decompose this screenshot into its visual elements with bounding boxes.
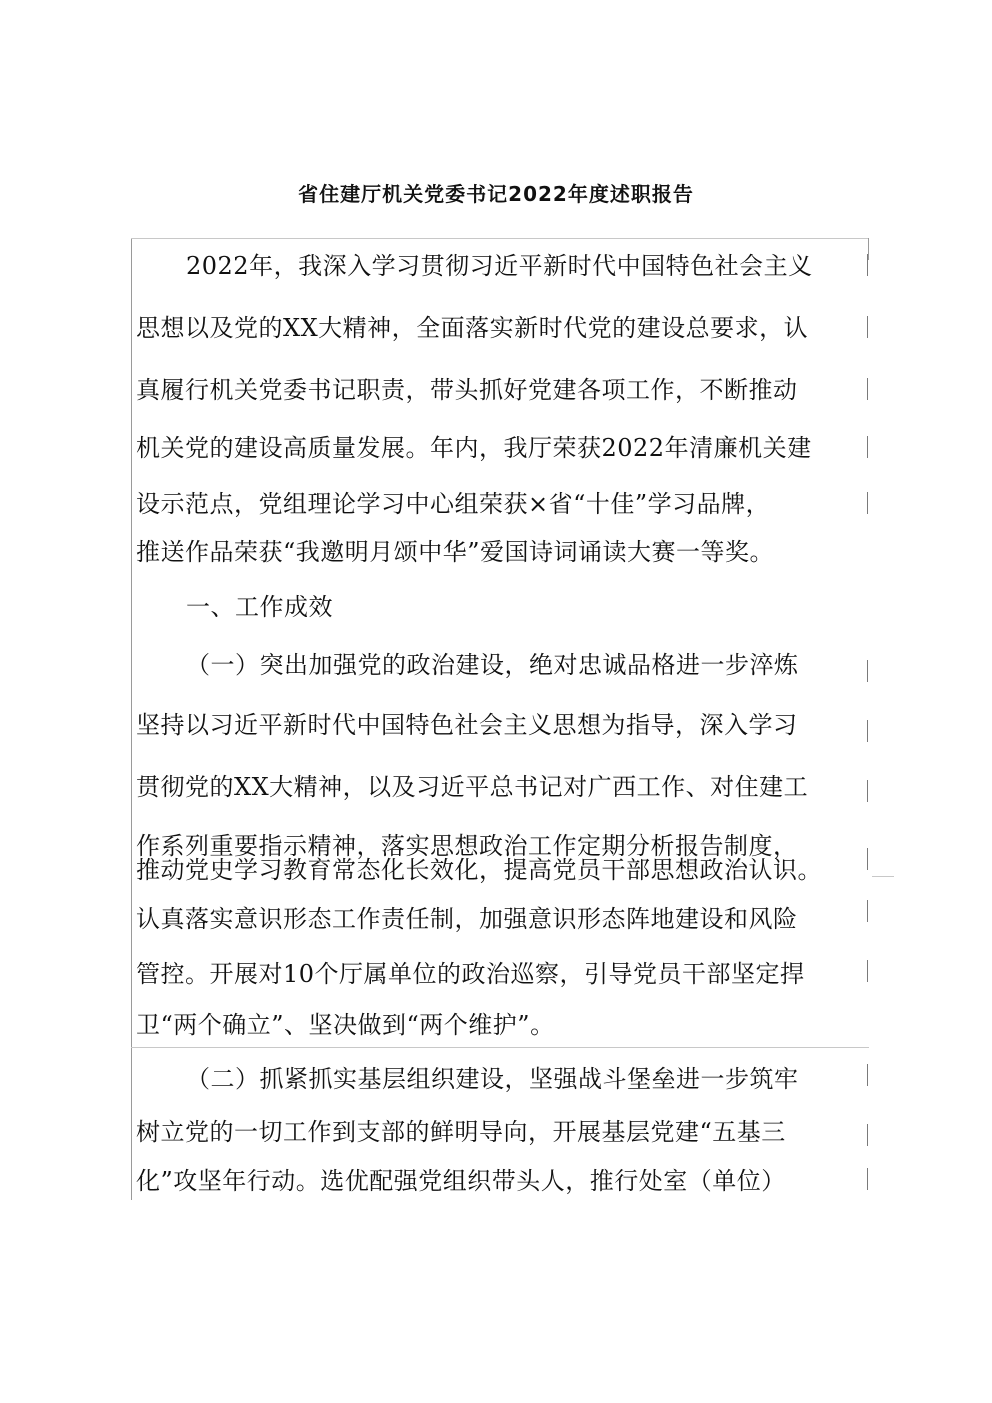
body-line: 化”攻坚年行动。选优配强党组织带头人，推行处室（单位） bbox=[136, 1167, 786, 1195]
line-end-guide bbox=[872, 876, 894, 877]
line-end-mark bbox=[867, 780, 868, 802]
body-line: 坚持以习近平新时代中国特色社会主义思想为指导，深入学习 bbox=[136, 711, 798, 739]
subsection-heading: （一）突出加强党的政治建设，绝对忠诚品格进一步淬炼 bbox=[186, 651, 799, 679]
body-line: 真履行机关党委书记职责，带头抓好党建各项工作，不断推动 bbox=[136, 376, 798, 404]
line-end-mark bbox=[867, 1124, 868, 1146]
body-line: 作系列重要指示精神，落实思想政治工作定期分析报告制度， bbox=[136, 832, 798, 860]
subsection-heading: （二）抓紧抓实基层组织建设，坚强战斗堡垒进一步筑牢 bbox=[186, 1065, 799, 1093]
body-line: 2022年，我深入学习贯彻习近平新时代中国特色社会主义 bbox=[186, 252, 813, 280]
section-guide bbox=[131, 1047, 869, 1048]
body-line: 树立党的一切工作到支部的鲜明导向，开展基层党建“五基三 bbox=[136, 1118, 786, 1146]
body-line: 认真落实意识形态工作责任制，加强意识形态阵地建设和风险 bbox=[136, 905, 798, 933]
line-end-mark bbox=[867, 848, 868, 870]
body-line: 管控。开展对10个厅属单位的政治巡察，引导党员干部坚定捍 bbox=[136, 960, 805, 988]
body-line: 设示范点，党组理论学习中心组荣获×省“十佳”学习品牌， bbox=[136, 490, 771, 518]
left-margin-guide bbox=[131, 238, 132, 1200]
line-end-mark bbox=[867, 492, 868, 514]
line-end-mark bbox=[867, 436, 868, 458]
body-line: 思想以及党的XX大精神，全面落实新时代党的建设总要求，认 bbox=[136, 314, 809, 342]
body-line: 卫“两个确立”、坚决做到“两个维护”。 bbox=[136, 1011, 555, 1039]
line-end-mark bbox=[867, 378, 868, 400]
line-end-mark bbox=[867, 720, 868, 742]
line-end-mark bbox=[867, 660, 868, 682]
right-margin-guide bbox=[868, 238, 869, 260]
body-line: 机关党的建设高质量发展。年内，我厅荣获2022年清廉机关建 bbox=[136, 434, 812, 462]
top-margin-guide bbox=[131, 238, 869, 239]
line-end-mark bbox=[867, 960, 868, 982]
line-end-mark bbox=[867, 1168, 868, 1190]
line-end-mark bbox=[867, 254, 868, 276]
body-line: 推动党史学习教育常态化长效化，提高党员干部思想政治认识。 bbox=[136, 856, 822, 884]
body-line: 贯彻党的XX大精神，以及习近平总书记对广西工作、对住建工 bbox=[136, 773, 809, 801]
line-end-mark bbox=[867, 316, 868, 338]
line-end-mark bbox=[867, 900, 868, 922]
section-heading: 一、工作成效 bbox=[186, 593, 333, 621]
document-title: 省住建厅机关党委书记2022年度述职报告 bbox=[298, 182, 694, 206]
body-line: 推送作品荣获“我邀明月颂中华”爱国诗词诵读大赛一等奖。 bbox=[136, 538, 775, 566]
line-end-mark bbox=[867, 1064, 868, 1086]
